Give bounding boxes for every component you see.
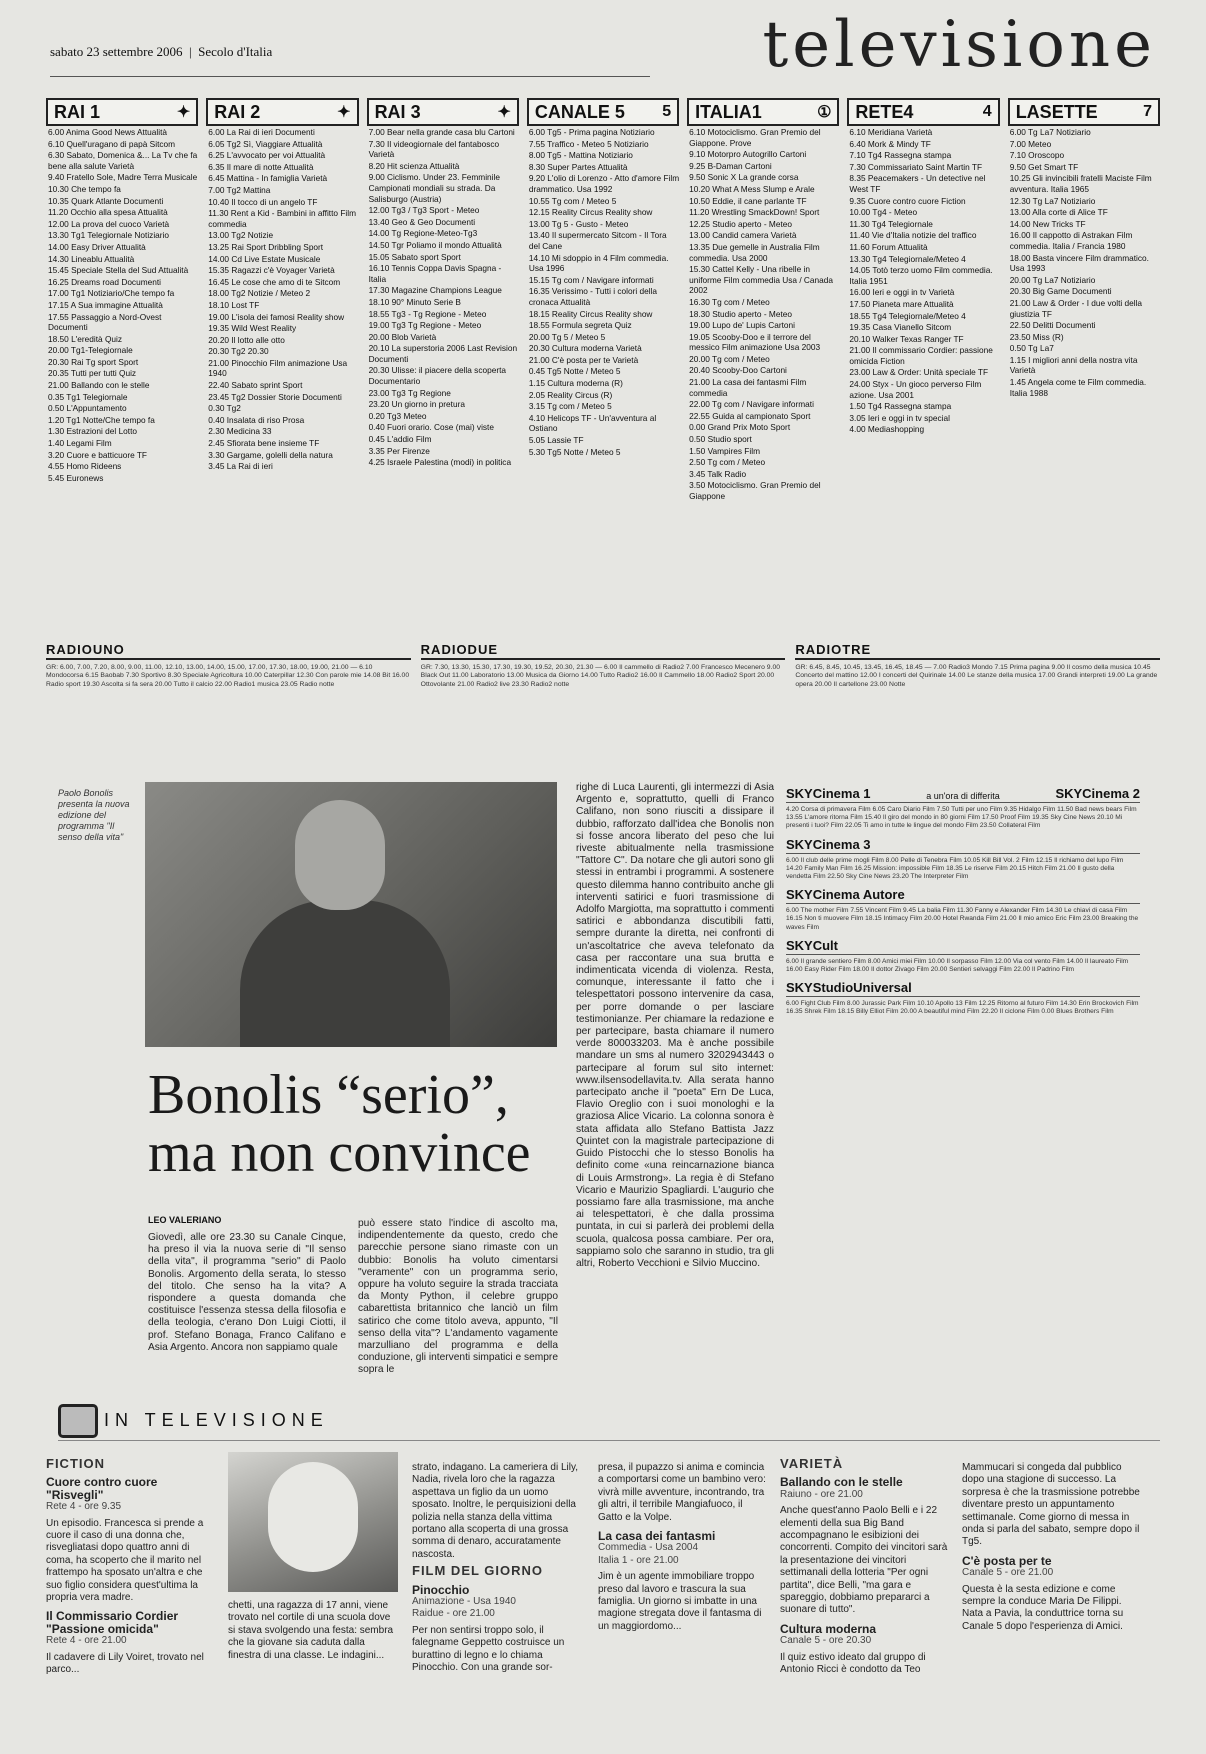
program-entry: 21.00 Pinocchio Film animazione Usa 1940	[208, 357, 348, 379]
sky-studio-universal	[786, 980, 1140, 1016]
program-entry: 18.30 Studio aperto - Meteo	[689, 308, 792, 319]
program-entry: 10.35 Quark Atlante Documenti	[48, 195, 164, 206]
program-entry: 20.10 Walker Texas Ranger TF	[849, 333, 964, 344]
program-entry: 6.40 Mork & Mindy TF	[849, 138, 931, 149]
last-column	[962, 1458, 1142, 1637]
sky-schedule: 6.00 Fight Club Film 8.00 Jurassic Park Film 10.10 Apollo 13 Film 12.25 Ritorno al futuro Film 14.30 Erin Brockovich Film 16.35 Shrek Film 18.15 Billy Elliot Film 20.00 A beautiful mind Film 22.20 Il ciclone Film 0.00 Blues Brothers Film	[786, 1000, 1139, 1016]
show-description: Anche quest'anno Paolo Belli e i 22 elementi della sua Big Band accompagnano le esibizioni dei concorrenti. Compito dei vincitori sarà la presentazione dei vincitori settimanali della lotteria "Per ogni partita", dice Belli, "ma gara e spareggio, dobbiamo prepararci a suonare di tutto".	[780, 1505, 948, 1616]
program-entry: 17.15 A Sua immagine Attualità	[48, 299, 163, 310]
program-entry: 20.35 Tutti per tutti Quiz	[48, 368, 137, 379]
channel-name: RAI 1	[54, 101, 101, 122]
program-entry: 1.30 Estrazioni del Lotto	[48, 426, 138, 437]
channel-name: RAI 3	[374, 101, 421, 122]
channel-name: ITALIA1	[695, 101, 762, 122]
program-entry: 21.00 La casa dei fantasmi Film commedia	[689, 377, 807, 398]
program-entry: 11.20 Occhio alla spesa Attualità	[48, 207, 168, 218]
program-entry: 19.00 Tg3 Tg Regione - Meteo	[368, 320, 482, 331]
category-label: FICTION	[46, 1456, 105, 1471]
banner-label: IN TELEVISIONE	[104, 1410, 329, 1430]
program-entry: 16.45 Le cose che amo di te Sitcom	[208, 276, 341, 287]
program-entry: 3.30 Gargame, golelli della natura	[208, 449, 333, 460]
program-entry: 3.45 Talk Radio	[689, 468, 747, 479]
program-entry: 13.00 Candid camera Varietà	[689, 230, 797, 241]
radio-header: RADIOUNO	[46, 642, 411, 660]
program-entry: 11.30 Rent a Kid - Bambini in affitto Film commedia	[208, 208, 357, 229]
show-title: C'è posta per te	[962, 1553, 1052, 1568]
show-channel: Canale 5 - ore 21.00	[962, 1567, 1054, 1579]
program-entry: 2.05 Reality Circus (R)	[528, 389, 613, 400]
show-genre: Animazione - Usa 1940	[412, 1596, 516, 1608]
show-channel: Rete 4 - ore 21.00	[46, 1635, 127, 1647]
program-entry: 21.00 C'è posta per te Varietà	[528, 354, 639, 365]
program-entry: 10.00 Tg4 - Meteo	[849, 207, 918, 218]
program-entry: 9.50 Get Smart TF	[1009, 161, 1079, 172]
program-entry: 6.45 Mattina - In famiglia Varietà	[208, 173, 328, 184]
program-entry: 0.50 Tg La7	[1009, 343, 1054, 354]
photo-caption: Paolo Bonolis presenta la nuova edizione del programma "Il senso della vita"	[58, 788, 130, 842]
program-entry: 6.30 Sabato, Domenica &... La Tv che fa bene alla salute Varietà	[48, 150, 198, 171]
program-entry: 16.00 Ieri e oggi in tv Varietà	[849, 287, 955, 298]
program-entry: 6.35 Il mare di notte Attualità	[208, 161, 314, 172]
program-entry: 10.50 Eddie, il cane parlante TF	[689, 195, 807, 206]
show-description: Mammucari si congeda dal pubblico dopo una stagione di successo. La sorpresa è che la trasmissione potrebbe diventare presto un appuntamento settimanale. Come giorno di messa in onda si parla del sabato, sempre dopo il Tg5.	[962, 1462, 1140, 1548]
category-label: VARIETÀ	[780, 1456, 844, 1471]
article-column-3: righe di Luca Laurenti, gli intermezzi di Asia Argento e, soprattutto, quelli di Franco Califano, non sono riusciti a dissipare il dubbio, rafforzato dall'idea che Bonolis non si fosse ancora liberato del peso che lui riveste abitualmente nella trasmissione "Tattore C". Da notare che gli autori sono gli stessi in entrambi i programmi. A sostenere questo dilemma hanno contribuito anche gli interventi satirici e fuori trasmissione di Adolfo Margiotta, ma soprattutto i commenti satirici e abbondanza discutibili fatti, sempre durante la diretta, nei confronti di un'ascoltatrice che aveva telefonato da casa per raccontare una sua brutta e indimenticata vicenda di violenza. Resta, comunque, interessante il fatto che i telespettatori possono intervenire da casa, per porre domande o per lasciare testimonianze. Per chiamare la redazione e per partecipare, basta chiamare il numero verde 800033203. Ma è anche possibile mandare un sms al numero 3202943443 o partecipare al forum sul sito internet: www.ilsensodellavita.tv. Alla serata hanno partecipato anche il "poeta" Ern De Luca, Flavio Oreglio con i suoi monologhi e la graziosa Alice Vicario. La colonna sonora è stata affidata allo Stefano Battista Jazz Quintet con la magistrale partecipazione di Guido Pistocchi che lo stesso Bonolis ha definito come «una reincarnazione bianca di Louis Armstrong». La regia è di Stefano Vicario e Maurizio Spagliardi. L'augurio che possiamo fare alla trasmissione, ma anche ai telespettatori, è che dalla prossima puntata, in cui si parlerà dei problemi della scuola, qualcosa possa cambiare. Per ora, sappiamo solo che saranno in studio, tra gli altri, Roberto Vecchioni e Silvio Muccino.	[576, 782, 774, 1269]
program-entry: 20.30 Rai Tg sport Sport	[48, 356, 139, 367]
sky-cinema-3	[786, 837, 1140, 882]
program-entry: 2.45 Sfiorata bene insieme TF	[208, 438, 320, 449]
program-entry: 9.25 B-Daman Cartoni	[689, 160, 772, 171]
program-entry: 13.25 Rai Sport Dribbling Sport	[208, 241, 324, 252]
radio-schedule: GR: 6.00, 7.00, 7.20, 8.00, 9.00, 11.00, 12.10, 13.00, 14.00, 15.00, 17.00, 17.30, 18.00, 19.00, 21.00 — 6.10 Mondocorsa 6.15 Baobab 7.30 Sportivo 8.30 Speciale Agricoltura 10.00 Caterpillar 12.30 Con parole mie 14.08 Bit 16.00 Radio sport 19.30 Ascolta si fa sera 20.00 Tutto il calcio 22.00 Radio1 musica 23.05 Radio notte	[46, 664, 410, 688]
program-entry: 23.00 Tg3 Tg Regione	[368, 387, 451, 398]
program-entry: 12.15 Reality Circus Reality show	[528, 207, 653, 218]
sky-cinema-1	[786, 786, 1140, 831]
show-title: Il Commissario Cordier "Passione omicida"	[46, 1609, 179, 1636]
program-entry: 7.00 Bear nella grande casa blu Cartoni	[368, 127, 515, 137]
program-entry: 18.00 Tg2 Notizie / Meteo 2	[208, 288, 311, 299]
program-entry: 6.00 La Rai di ieri Documenti	[208, 127, 315, 137]
radio-listings	[46, 642, 1160, 754]
program-entry: 17.30 Magazine Champions League	[368, 285, 502, 296]
program-entry: 2.30 Medicina 33	[208, 426, 272, 437]
program-entry: 20.00 Tg1-Telegiornale	[48, 345, 133, 356]
program-entry: 19.00 Lupo de' Lupis Cartoni	[689, 320, 795, 331]
show-title: Ballando con le stelle	[780, 1475, 903, 1490]
program-entry: 11.60 Forum Attualità	[849, 241, 928, 252]
channel-la7	[1008, 98, 1160, 638]
channel-name: RAI 2	[214, 101, 261, 122]
program-list	[527, 126, 679, 457]
program-entry: 0.50 Studio sport	[689, 434, 752, 445]
program-entry: 10.30 Che tempo fa	[48, 183, 121, 194]
fiction-continued	[228, 1596, 398, 1666]
sky-channel-name: SKYStudioUniversal	[786, 980, 912, 996]
show-description: Per non sentirsi troppo solo, il falegname Geppetto costruisce un burattino di legno e lo chiama Pinocchio. Con una grande sor-	[412, 1624, 565, 1674]
show-title: La casa dei fantasmi	[598, 1529, 716, 1544]
sky-header	[786, 980, 1140, 997]
program-entry: 1.50 Vampires Film	[689, 445, 760, 456]
section-title: televisione	[762, 8, 1156, 82]
program-entry: 15.30 Cattel Kelly - Una ribelle in uniforme Film commedia Usa / Canada 2002	[689, 264, 833, 296]
fiction-photo	[228, 1452, 398, 1592]
program-entry: 18.55 Tg4 Telegiornale/Meteo 4	[849, 310, 966, 321]
program-entry: 22.40 Sabato sprint Sport	[208, 380, 303, 391]
radio-header: RADIODUE	[421, 642, 786, 660]
program-entry: 8.35 Peacemakers - Un detective nel West TF	[849, 173, 986, 194]
program-entry: 6.10 Meridiana Varietà	[849, 127, 933, 137]
channel-rai1	[46, 98, 198, 638]
program-entry: 2.50 Tg com / Meteo	[689, 457, 766, 468]
program-entry: 18.10 Lost TF	[208, 299, 260, 310]
sky-channel-name: SKYCult	[786, 937, 838, 953]
program-entry: 14.05 Totò terzo uomo Film commedia. Italia 1951	[849, 265, 993, 286]
program-entry: 20.00 Tg La7 Notiziario	[1009, 274, 1096, 285]
channel-italia1	[687, 98, 839, 638]
program-entry: 4.10 Helicops TF - Un'avventura al Ostiano	[528, 412, 657, 434]
channel-header	[1008, 98, 1160, 126]
photo-figure-head	[295, 800, 385, 910]
program-entry: 6.00 Tg La7 Notiziario	[1009, 127, 1091, 137]
channel-name: LASETTE	[1015, 101, 1098, 122]
program-entry: 9.35 Cuore contro cuore Fiction	[849, 195, 966, 206]
program-entry: 13.35 Due gemelle in Australia Film commedia. Usa 2000	[689, 241, 820, 263]
show-description: Questa è la sesta edizione e come sempre la conduce Maria De Filippi. Nata a Pavia, la conduttrice torna su Canale 5 dopo l'esperienza di Amici.	[962, 1583, 1124, 1632]
program-entry: 16.00 Il cappotto di Astrakan Film commedia. Italia / Francia 1980	[1009, 230, 1133, 251]
program-entry: 12.30 Tg La7 Notiziario	[1009, 195, 1096, 206]
program-entry: 18.00 Basta vincere Film drammatico. Usa 1993	[1009, 252, 1149, 274]
program-entry: 3.45 La Rai di ieri	[208, 461, 273, 472]
program-entry: 12.00 La prova del cuoco Varietà	[48, 218, 170, 229]
sky-channel-name: SKYCinema 1	[786, 786, 871, 801]
program-entry: 11.40 Vie d'Italia notizie del traffico	[849, 230, 977, 241]
program-entry: 17.50 Pianeta mare Attualità	[849, 298, 954, 309]
program-list	[1008, 126, 1160, 398]
program-entry: 19.35 Casa Vianello Sitcom	[849, 322, 952, 333]
photo-figure-body	[240, 900, 450, 1047]
program-entry: 12.00 Tg3 / Tg3 Sport - Meteo	[368, 205, 480, 216]
program-entry: 10.40 Il tocco di un angelo TF	[208, 196, 318, 207]
program-entry: 8.20 Hit scienza Attualità	[368, 160, 460, 171]
program-entry: 21.00 Law & Order - I due volti della giustizia TF	[1009, 297, 1143, 319]
rai-logo-icon: ✦	[176, 104, 191, 121]
program-entry: 20.00 Blob Varietà	[368, 331, 437, 342]
radio-tre	[795, 642, 1160, 754]
program-entry: 7.55 Traffico - Meteo 5 Notiziario	[528, 138, 649, 149]
program-entry: 17.00 Tg1 Notiziario/Che tempo fa	[48, 288, 175, 299]
program-entry: 7.30 Il videogiornale del fantabosco Varietà	[368, 138, 500, 160]
masthead-date: sabato 23 settembre 2006	[50, 44, 183, 59]
program-entry: 1.15 I migliori anni della nostra vita Varietà	[1009, 354, 1138, 376]
tv-listings	[46, 98, 1160, 638]
channel-canale5	[527, 98, 679, 638]
channel-header	[367, 98, 519, 126]
program-entry: 19.05 Scooby-Doo e il terrore del messico Film animazione Usa 2003	[689, 331, 821, 353]
program-entry: 1.20 Tg1 Notte/Che tempo fa	[48, 414, 155, 425]
program-entry: 9.00 Ciclismo. Under 23. Femminile Campionati mondiali su strada. Da Salisburgo (Austria)	[368, 172, 500, 204]
program-entry: 22.50 Delitti Documenti	[1009, 320, 1096, 331]
program-list	[687, 126, 839, 502]
program-entry: 18.55 Tg3 - Tg Regione - Meteo	[368, 308, 487, 319]
program-entry: 18.15 Reality Circus Reality show	[528, 308, 653, 319]
fiction-column	[46, 1458, 216, 1681]
sky-listings	[786, 786, 1140, 1023]
sky-channel-name: SKYCinema 3	[786, 836, 871, 852]
program-entry: 10.20 What A Mess Slump e Arale	[689, 183, 815, 194]
program-entry: 7.10 Tg4 Rassegna stampa	[849, 150, 952, 161]
sky-cinema-autore	[786, 887, 1140, 932]
program-entry: 5.05 Lassie TF	[528, 435, 584, 446]
program-entry: 3.15 Tg com / Meteo 5	[528, 401, 612, 412]
program-entry: 10.25 Gli invincibili fratelli Maciste Film avventura. Italia 1965	[1009, 173, 1152, 194]
program-entry: 24.00 Styx - Un gioco perverso Film azione. Usa 2001	[849, 379, 982, 400]
program-entry: 20.00 Tg com / Meteo	[689, 353, 770, 364]
program-entry: 21.00 Il commissario Cordier: passione omicida Fiction	[849, 345, 993, 366]
rete4-logo-icon: 4	[982, 103, 992, 120]
sky-schedule: 6.00 The mother Film 7.55 Vincent Film 9.45 La balia Film 11.30 Fanny e Alexander Film 14.30 Le chiavi di casa Film 16.15 Non ti muovere Film 18.15 Intimacy Film 20.00 Hotel Rwanda Film 21.00 Il mio amico Eric Film 23.00 Breaking the waves Film	[786, 907, 1139, 931]
program-entry: 20.20 Il lotto alle otto	[208, 334, 285, 345]
program-entry: 20.30 Big Game Documenti	[1009, 286, 1112, 297]
photo-figure	[268, 1462, 358, 1572]
show-description: chetti, una ragazza di 17 anni, viene trovato nel cortile di una scuola dove si stava svolgendo una festa: sembra che la giovane sia caduta dalla finestra di una classe. Le indagini...	[228, 1600, 394, 1661]
show-channel: Canale 5 - ore 20.30	[780, 1635, 872, 1647]
program-entry: 6.00 Tg5 - Prima pagina Notiziario	[528, 127, 655, 137]
show-channel: Rete 4 - ore 9.35	[46, 1501, 122, 1513]
program-entry: 22.55 Guida al campionato Sport	[689, 410, 811, 421]
program-entry: 6.00 Anima Good News Attualità	[48, 127, 167, 137]
program-entry: 20.40 Scooby-Doo Cartoni	[689, 365, 787, 376]
program-entry: 1.15 Cultura moderna (R)	[528, 378, 623, 389]
program-entry: 13.40 Geo & Geo Documenti	[368, 216, 476, 227]
program-entry: 14.00 Cd Live Estate Musicale	[208, 253, 321, 264]
film-column	[412, 1458, 587, 1679]
program-entry: 0.40 Fuori orario. Cose (mai) viste	[368, 422, 494, 433]
program-entry: 6.25 L'avvocato per voi Attualità	[208, 150, 326, 161]
program-list	[367, 126, 519, 468]
program-entry: 13.40 Il supermercato Sitcom - Il Tora del Cane	[528, 230, 667, 251]
show-channel: Raidue - ore 21.00	[412, 1608, 495, 1620]
article-column-2: può essere stato l'indice di ascolto ma, indipendentemente da questo, credo che parecchie persone siano rimaste con un dubbio: Bonolis ha voluto cimentarsi "veramente" con un programma serio, oppure ha voluto seguire la strada tracciata da Monty Python, il celebre gruppo cabarettista britannico che lanciò un film satirico che come titolo aveva, appunto, "Il senso della vita"? L'andamento vagamente marzulliano del programma e della conduzione, gli interventi simpatici e sempre sopra le	[358, 1218, 558, 1376]
program-entry: 0.00 Grand Prix Moto Sport	[689, 422, 791, 433]
program-entry: 0.30 Tg2	[208, 403, 241, 414]
program-entry: 8.00 Tg5 - Mattina Notiziario	[528, 150, 633, 161]
channel-rai2	[206, 98, 358, 638]
program-entry: 18.50 L'eredità Quiz	[48, 333, 122, 344]
program-entry: 11.20 Wrestling SmackDown! Sport	[689, 207, 820, 218]
italia1-logo-icon: ①	[817, 104, 832, 121]
program-entry: 20.10 La superstoria 2006 Last Revision Documenti	[368, 343, 518, 364]
program-entry: 20.30 Tg2 20.30	[208, 346, 269, 357]
program-entry: 4.25 Israele Palestina (modi) in politica	[368, 457, 512, 468]
program-list	[46, 126, 198, 483]
program-entry: 9.50 Sonic X La grande corsa	[689, 172, 799, 183]
channel-rete4	[847, 98, 999, 638]
program-entry: 19.00 L'isola dei famosi Reality show	[208, 311, 345, 322]
program-entry: 14.00 Easy Driver Attualità	[48, 241, 146, 252]
program-entry: 23.50 Miss (R)	[1009, 331, 1064, 342]
show-description: presa, il pupazzo si anima e comincia a comportarsi come un bambino vero: vivrà mille avventure, incontrando, tra gli altri, il terribile Mangiafuoco, il Gatto e la Volpe.	[598, 1462, 766, 1523]
program-entry: 0.35 Tg1 Telegiornale	[48, 391, 128, 402]
sky-cult	[786, 938, 1140, 974]
radio-uno	[46, 642, 411, 754]
radio-schedule: GR: 6.45, 8.45, 10.45, 13.45, 16.45, 18.45 — 7.00 Radio3 Mondo 7.15 Prima pagina 9.00 Il cosmo della musica 10.45 Concerto del mattino 12.00 I concerti del Quirinale 14.00 Le stanze della musica 17.00 Grandi interpreti 19.00 La grande opera 20.00 Il cartellone 23.00 Notte	[795, 664, 1158, 688]
bonolis-photo	[145, 782, 557, 1047]
program-entry: 18.55 Formula segreta Quiz	[528, 320, 632, 331]
program-entry: 6.10 Quell'uragano di papà Sitcom	[48, 138, 176, 149]
show-description: Jim è un agente immobiliare troppo preso dal lavoro e trascura la sua famiglia. Un giorno si imbatte in una magione stregata dove il fantasma di un maggiordomo...	[598, 1571, 762, 1632]
program-entry: 6.10 Motociclismo. Gran Premio del Giappone. Prove	[689, 127, 821, 148]
show-channel: Italia 1 - ore 21.00	[598, 1554, 679, 1566]
program-entry: 5.45 Euronews	[48, 472, 104, 483]
show-title: Pinocchio	[412, 1582, 470, 1597]
masthead-rule	[50, 76, 650, 77]
channel-rai3	[367, 98, 519, 638]
radio-schedule: GR: 7.30, 13.30, 15.30, 17.30, 19.30, 19.52, 20.30, 21.30 — 6.00 Il cammello di Radio2 7.00 Francesco Mecenero 9.00 Black Out 11.00 Laboratorio 13.00 Musica da Giorno 14.00 Tutto Radio2 16.00 Il Cammello 18.00 Radio2 Sport 20.00 Ottovolante 21.00 Radio2 live 23.30 Radio2 notte	[420, 664, 781, 688]
program-entry: 1.50 Tg4 Rassegna stampa	[849, 401, 952, 412]
program-entry: 0.45 Tg5 Notte / Meteo 5	[528, 366, 621, 377]
program-entry: 0.50 L'Appuntamento	[48, 403, 127, 414]
varieta-column	[780, 1458, 950, 1681]
sky-channel-alt: SKYCinema 2	[1055, 786, 1140, 801]
tv-icon	[58, 1404, 98, 1438]
program-entry: 6.05 Tg2 Sì, Viaggiare Attualità	[208, 138, 323, 149]
program-entry: 14.00 Tg Regione-Meteo-Tg3	[368, 228, 478, 239]
sky-header	[786, 786, 1140, 803]
program-entry: 11.30 Tg4 Telegiornale	[849, 218, 933, 229]
program-entry: 16.10 Tennis Coppa Davis Spagna - Italia	[368, 263, 502, 284]
channel-header	[687, 98, 839, 126]
sky-header	[786, 887, 1140, 904]
canale5-logo-icon: 5	[662, 103, 672, 120]
show-description: Il cadavere di Lily Voiret, trovato nel parco...	[46, 1651, 204, 1676]
la7-logo-icon: 7	[1143, 103, 1152, 120]
program-entry: 18.10 90° Minuto Serie B	[368, 296, 461, 307]
program-entry: 23.20 Un giorno in pretura	[368, 399, 465, 410]
program-entry: 15.15 Tg com / Navigare informati	[528, 274, 654, 285]
film-column-2	[598, 1458, 768, 1637]
show-description: strato, indagano. La cameriera di Lily, Nadia, rivela loro che la ragazza aspettava un figlio da un uomo sposato. Inoltre, le perquisizioni della polizia nella stanza della vittima portano alla scoperta di una grossa somma di denaro, accuratamente nascosta.	[412, 1462, 579, 1560]
program-entry: 9.20 L'olio di Lorenzo - Atto d'amore Film drammatico. Usa 1992	[528, 173, 680, 194]
sky-header	[786, 837, 1140, 854]
program-entry: 3.05 Ieri e oggi in tv special	[849, 412, 950, 423]
program-entry: 14.10 Mi sdoppio in 4 Film commedia. Usa 1996	[528, 252, 669, 274]
program-entry: 4.55 Homo Rideens	[48, 461, 122, 472]
program-entry: 7.00 Tg2 Mattina	[208, 184, 271, 195]
sky-schedule: 4.20 Corsa di primavera Film 6.05 Caro Diario Film 7.50 Tutti per uno Film 9.35 Hidalgo Film 11.50 Bad news bears Film 13.55 L'amore ritorna Film 15.40 Il giro del mondo in 80 giorni Film 17.50 Proof Film 19.35 Sky Cine News 20.10 Mi presenti i tuoi? Film 22.05 Ti amo in tutte le lingue del mondo Film 23.50 Collateral Film	[786, 806, 1137, 830]
program-entry: 14.50 Tgr Poliamo il mondo Attualità	[368, 239, 502, 250]
program-entry: 21.00 Ballando con le stelle	[48, 380, 150, 391]
article-byline: LEO VALERIANO	[148, 1215, 222, 1225]
sky-header	[786, 938, 1140, 955]
headline-line1: Bonolis “serio”,	[148, 1064, 509, 1126]
channel-name: RETE4	[855, 101, 914, 122]
program-entry: 20.30 Ulisse: il piacere della scoperta Documentario	[368, 365, 506, 387]
program-entry: 1.45 Angela come te Film commedia. Italia 1988	[1009, 377, 1147, 398]
program-entry: 16.25 Dreams road Documenti	[48, 276, 161, 287]
sky-note: a un'ora di differita	[926, 791, 1000, 801]
program-entry: 15.35 Ragazzi c'è Voyager Varietà	[208, 265, 335, 276]
program-entry: 23.00 Law & Order: Unità speciale TF	[849, 367, 989, 378]
program-entry: 16.35 Verissimo - Tutti i colori della cronaca Attualità	[528, 286, 658, 307]
program-entry: 14.30 Lineablu Attualità	[48, 253, 135, 264]
program-entry: 1.40 Legami Film	[48, 438, 112, 449]
program-entry: 3.35 Per Firenze	[368, 445, 430, 456]
sky-schedule: 6.00 Il grande sentiero Film 8.00 Amici miei Film 10.00 Il sorpasso Film 12.00 Via col vento Film 14.00 Il laureato Film 16.00 Easy Rider Film 18.00 Il dottor Zivago Film 20.00 Sentieri selvaggi Film 22.00 Il Padrino Film	[786, 957, 1129, 974]
program-entry: 4.00 Mediashopping	[849, 424, 925, 435]
sky-channel-name: SKYCinema Autore	[786, 887, 905, 903]
program-entry: 19.35 Wild West Reality	[208, 323, 297, 334]
program-entry: 20.00 Tg 5 / Meteo 5	[528, 331, 606, 342]
radio-due	[421, 642, 786, 754]
program-list	[206, 126, 358, 472]
program-entry: 8.30 Super Partes Attualità	[528, 161, 628, 172]
program-entry: 5.30 Tg5 Notte / Meteo 5	[528, 446, 621, 457]
program-entry: 0.20 Tg3 Meteo	[368, 410, 427, 421]
program-entry: 14.00 New Tricks TF	[1009, 218, 1086, 229]
program-entry: 13.30 Tg4 Telegiornale/Meteo 4	[849, 253, 966, 264]
masthead-dateline: sabato 23 settembre 2006 | Secolo d'Italia	[50, 44, 273, 59]
masthead-paper: Secolo d'Italia	[198, 44, 273, 59]
show-title: Cultura moderna	[780, 1621, 877, 1636]
channel-header	[847, 98, 999, 126]
rai-logo-icon: ✦	[337, 104, 351, 121]
program-entry: 7.10 Oroscopo	[1009, 150, 1065, 161]
program-entry: 3.20 Cuore e batticuore TF	[48, 449, 148, 460]
program-entry: 13.30 Tg1 Telegiornale Notiziario	[48, 230, 169, 241]
program-entry: 0.45 L'addio Film	[368, 434, 432, 445]
radio-header: RADIOTRE	[795, 642, 1160, 660]
program-entry: 23.45 Tg2 Dossier Storie Documenti	[208, 391, 342, 402]
channel-header	[46, 98, 198, 126]
program-entry: 13.00 Tg2 Notizie	[208, 230, 274, 241]
sky-schedule: 6.00 Il club delle prime mogli Film 8.00 Pelle di Tenebra Film 10.05 Kill Bill Vol. 2 Film 12.15 Il richiamo del lupo Film 14.20 Family Man Film 16.25 Mission: impossible Film 18.35 Le riserve Film 20.15 Hitch Film 21.00 Il gusto della vendetta Film 22.50 Sky Cine News 23.20 The Interpreter Film	[786, 856, 1124, 881]
program-entry: 9.10 Motorpro Autogrillo Cartoni	[689, 149, 807, 160]
program-entry: 20.30 Cultura moderna Varietà	[528, 343, 642, 354]
rai-logo-icon: ✦	[497, 104, 511, 121]
in-televisione-banner	[58, 1404, 1160, 1441]
channel-name: CANALE 5	[534, 101, 625, 122]
program-entry: 12.25 Studio aperto - Meteo	[689, 218, 792, 229]
program-entry: 0.40 Insalata di riso Prosa	[208, 414, 305, 425]
program-entry: 15.05 Sabato sport Sport	[368, 251, 461, 262]
program-entry: 9.40 Fratello Sole, Madre Terra Musicale	[48, 172, 198, 183]
program-entry: 13.00 Alla corte di Alice TF	[1009, 207, 1108, 218]
program-entry: 17.55 Passaggio a Nord-Ovest Documenti	[48, 311, 162, 333]
show-description: Un episodio. Francesca si prende a cuore il caso di una donna che, risvegliatasi dopo quattro anni di coma, ha scoperto che il marito nel frattempo ha sposato un'altra e che suo figlio considera quest'ultima la propria vera madre.	[46, 1517, 204, 1604]
headline-line2: ma non convince	[148, 1122, 531, 1184]
article-column-1: Giovedì, alle ore 23.30 su Canale Cinque, ha preso il via la nuova serie di "Il senso della vita", il programma "serio" di Paolo Bonolis. Argomento della serata, lo stesso del titolo. Che senso ha la vita? A rispondere a questa domanda che costituisce l'essenza stessa della filosofia e della teologia, c'erano Don Luigi Ciotti, il prof. Stefano Bonaga, Franco Califano e Asia Argento. Ancora non sappiamo quale	[148, 1232, 346, 1353]
channel-header	[206, 98, 358, 126]
program-entry: 7.00 Meteo	[1009, 138, 1052, 149]
category-label: FILM DEL GIORNO	[412, 1563, 544, 1579]
show-genre: Commedia - Usa 2004	[598, 1542, 699, 1554]
program-entry: 15.45 Speciale Stella del Sud Attualità	[48, 265, 189, 276]
channel-header	[527, 98, 679, 126]
show-channel: Raiuno - ore 21.00	[780, 1488, 863, 1500]
program-entry: 22.00 Tg com / Navigare informati	[689, 399, 814, 410]
program-entry: 13.00 Tg 5 - Gusto - Meteo	[528, 218, 629, 229]
program-entry: 16.30 Tg com / Meteo	[689, 296, 770, 307]
show-title: Cuore contro cuore "Risvegli"	[46, 1475, 158, 1502]
program-list	[847, 126, 999, 435]
program-entry: 3.50 Motociclismo. Gran Premio del Giappone	[689, 480, 821, 501]
program-entry: 10.55 Tg com / Meteo 5	[528, 195, 617, 206]
program-entry: 7.30 Commissariato Saint Martin TF	[849, 161, 983, 172]
show-description: Il quiz estivo ideato dal gruppo di Antonio Ricci è condotto da Teo	[780, 1651, 926, 1676]
article-headline	[148, 1066, 568, 1182]
